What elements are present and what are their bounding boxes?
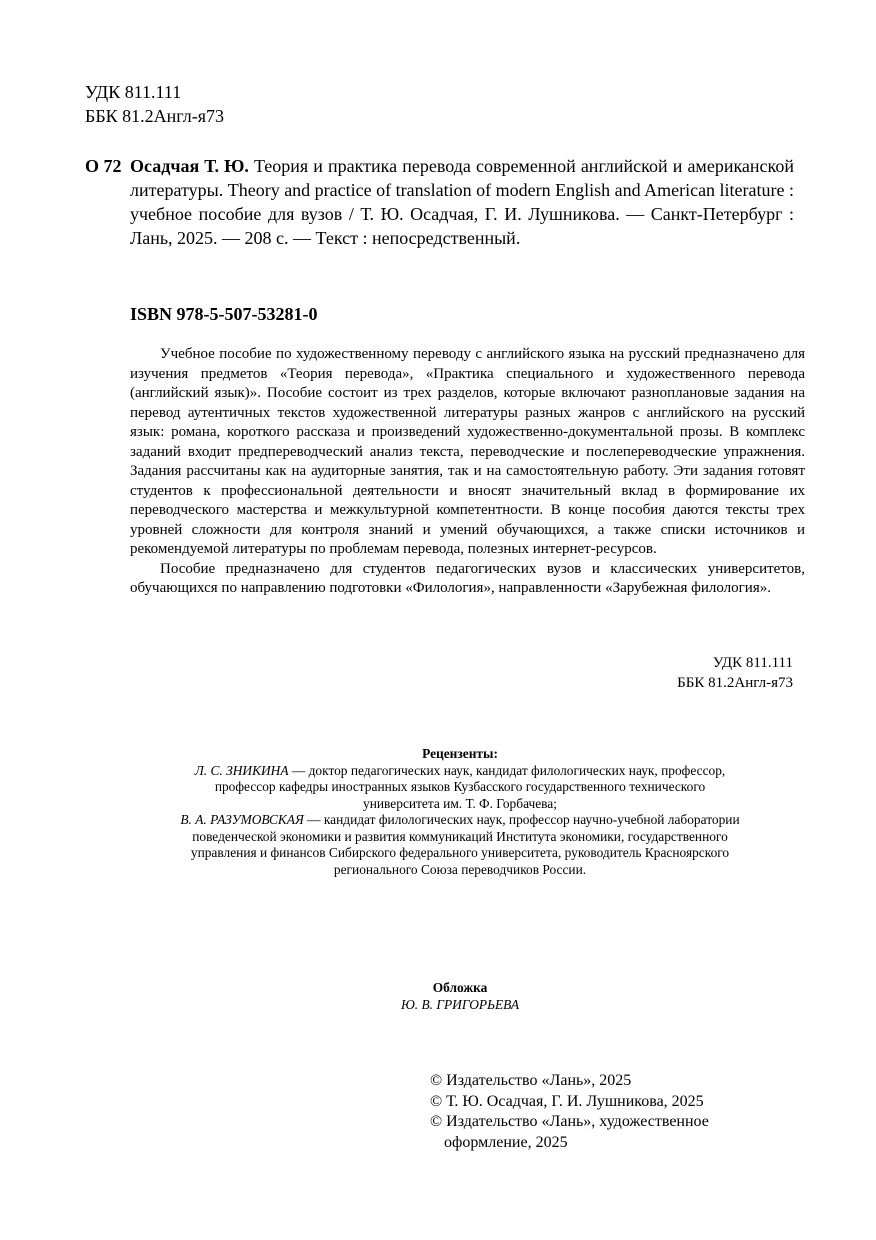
copyright-line: © Издательство «Лань», 2025 — [430, 1072, 632, 1089]
copyright-line: © Т. Ю. Осадчая, Г. И. Лушникова, 2025 — [430, 1092, 704, 1110]
reviewer-line: управления и финансов Сибирского федерального университета, руководитель Красноярского — [190, 845, 730, 860]
reviewer-line: университета им. Т. Ф. Горбачева; — [363, 795, 557, 811]
author-sign-code: О 72 — [85, 156, 122, 176]
reviewer-name: Л. С. ЗНИКИНА — [194, 762, 289, 778]
reviewer-text: — доктор педагогических наук, кандидат филологических наук, профессор, — [288, 762, 726, 778]
copyright-line: © Издательство «Лань», художественное — [430, 1113, 709, 1130]
copyright-block — [430, 1071, 709, 1153]
reviewer-line: профессор кафедры иностранных языков Кузбасского государственного технического — [214, 779, 706, 794]
author-name: Осадчая Т. Ю. — [130, 156, 249, 176]
reviewer-text: — кандидат филологических наук, профессор научно-учебной лаборатории — [303, 812, 740, 827]
reviewer-line: регионального Союза переводчиков России. — [333, 861, 587, 877]
classification-bottom — [677, 653, 793, 693]
cover-credit — [130, 979, 790, 1013]
bbk-code: ББК 81.2Англ-я73 — [677, 675, 793, 691]
isbn: ISBN 978-5-507-53281-0 — [130, 304, 318, 324]
annotation-paragraph: Учебное пособие по художественному переводу с английского языка на русский предназначено для изучения предметов «Теория перевода», «Практика специального и художественного перевода (английский язык)». Пособие состоит из трех разделов, которые включают разноплановые задания на перевод аутентичных текстов художественной литературы разных жанров с английского на русский язык: романа, короткого рассказа и произведений художественно-документальной прозы. В комплекс заданий входит предпереводческий анализ текста, переводческие и послепереводческие упражнения. Задания рассчитаны как на аудиторные занятия, так и на самостоятельную работу. Эти задания готовят студентов к профессиональной деятельности и вносят значительный вклад в формирование их переводческого мастерства и межкультурной компетентности. В конце пособия даются тексты трех уровней сложности для контроля знаний и умений обучающихся, а также списки источников и рекомендуемой литературы по проблемам перевода, полезных интернет-ресурсов. — [130, 346, 805, 557]
reviewer-line — [130, 763, 790, 780]
reviewer-name: В. А. РАЗУМОВСКАЯ — [180, 812, 304, 827]
reviewer-line — [130, 812, 790, 829]
annotation — [130, 345, 805, 599]
bibliographic-description — [130, 154, 794, 250]
annotation-paragraph: Пособие предназначено для студентов педагогических вузов и классических университетов, обучающихся по направлению подготовки «Филология», направленности «Зарубежная филология». — [130, 560, 805, 596]
classification-top — [85, 80, 224, 128]
cover-heading: Обложка — [432, 980, 488, 995]
bbk-code: ББК 81.2Англ-я73 — [85, 106, 225, 126]
copyright-line: оформление, 2025 — [444, 1133, 568, 1151]
title-description: Теория и практика перевода современной английской и американской литературы. Theory and practice of translation of modern English and American literature : учебное пособие для вузов / Т. Ю. Осадчая, Г. И. Лушникова. — Санкт-Петербург : Лань, 2025. — 208 с. — Текст : непосредственный. — [130, 156, 795, 248]
reviewers-heading: Рецензенты: — [422, 746, 498, 761]
reviewers-block — [130, 746, 790, 878]
udk-code: УДК 811.111 — [712, 655, 793, 671]
reviewer-line: поведенческой экономики и развития коммуникаций Института экономики, государственного — [192, 828, 728, 844]
udk-code: УДК 811.111 — [85, 82, 182, 102]
cover-designer: Ю. В. ГРИГОРЬЕВА — [400, 997, 520, 1012]
